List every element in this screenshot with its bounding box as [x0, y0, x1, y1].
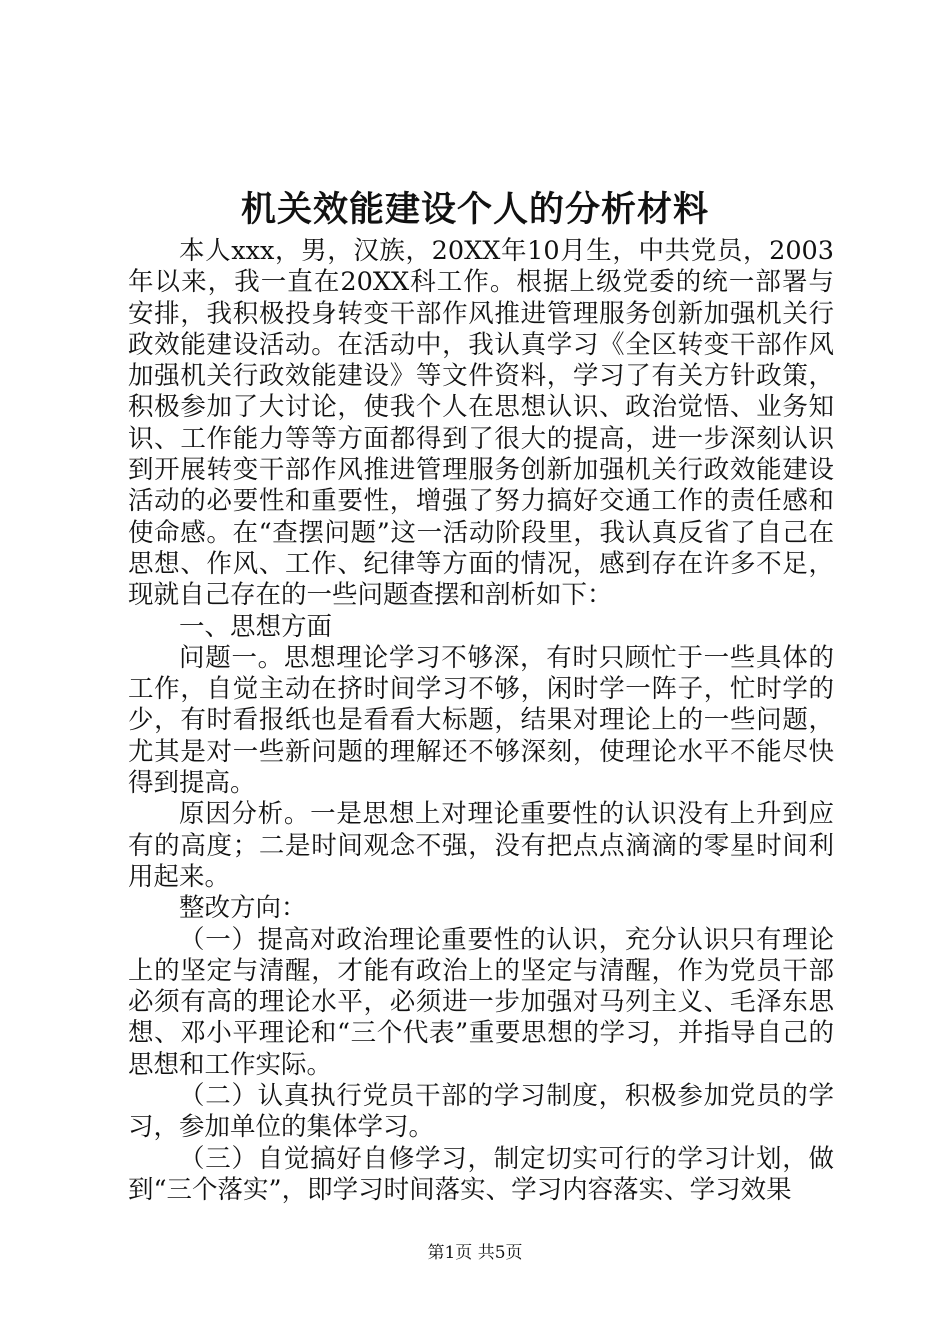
section-heading-thought: 一、思想方面 [179, 611, 333, 642]
document-title: 机关效能建设个人的分析材料 [240, 189, 709, 230]
document-body [128, 236, 834, 1206]
paragraph-item-two: （二）认真执行党员干部的学习制度，积极参加党员的学习，参加单位的集体学习。 [128, 1081, 834, 1143]
paragraph-intro: 本人xxx，男，汉族，20XX年10月生，中共党员，2003年以来，我一直在20XX科工作。根据上级党委的统一部署与安排，我积极投身转变干部作风推进管理服务创新加强机关行政效能建设活动。在活动中，我认真学习《全区转变干部作风加强机关行政效能建设》等文件资料，学习了有关方针政策，积极参加了大讨论，使我个人在思想认识、政治觉悟、业务知识、工作能力等等方面都得到了很大的提高，进一步深刻认识到开展转变干部作风推进管理服务创新加强机关行政效能建设活动的必要性和重要性，增强了努力搞好交通工作的责任感和使命感。在“查摆问题”这一活动阶段里，我认真反省了自己在思想、作风、工作、纪律等方面的情况，感到存在许多不足，现就自己存在的一些问题查摆和剖析如下： [128, 236, 834, 611]
paragraph-item-one: （一）提高对政治理论重要性的认识，充分认识只有理论上的坚定与清醒，才能有政治上的坚定与清醒，作为党员干部必须有高的理论水平，必须进一步加强对马列主义、毛泽东思想、邓小平理论和“三个代表”重要思想的学习，并指导自己的思想和工作实际。 [128, 924, 834, 1080]
paragraph-item-three: （三）自觉搞好自修学习，制定切实可行的学习计划，做到“三个落实”，即学习时间落实、学习内容落实、学习效果 [128, 1143, 834, 1205]
paragraph-cause-analysis: 原因分析。一是思想上对理论重要性的认识没有上升到应有的高度；二是时间观念不强，没有把点点滴滴的零星时间利用起来。 [128, 799, 834, 892]
paragraph-problem-one: 问题一。思想理论学习不够深，有时只顾忙于一些具体的工作，自觉主动在挤时间学习不够，闲时学一阵子，忙时学的少，有时看报纸也是看看大标题，结果对理论上的一些问题，尤其是对一些新问题的理解还不够深刻，使理论水平不能尽快得到提高。 [128, 642, 834, 799]
paragraph-rectification-heading: 整改方向： [179, 893, 307, 924]
page-number-footer: 第1页 共5页 [427, 1243, 523, 1263]
